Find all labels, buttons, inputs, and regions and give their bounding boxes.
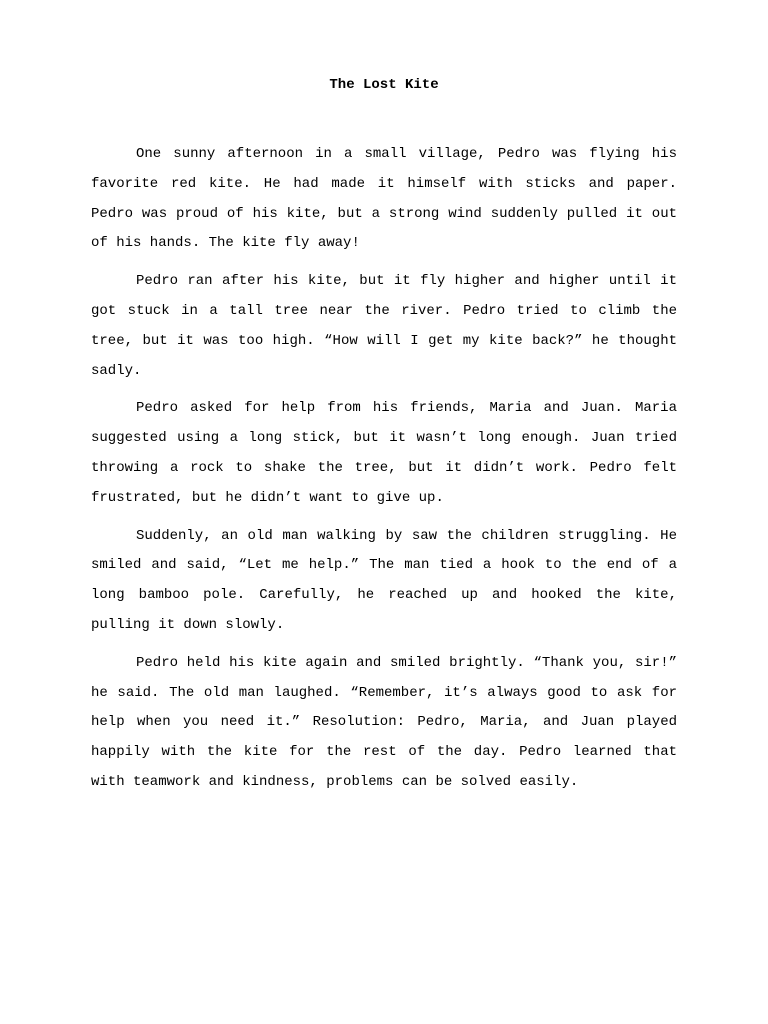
paragraph: One sunny afternoon in a small village, Pedro was flying his favorite red kite. He had made it himself with sticks and paper. Pedro was proud of his kite, but a strong wind suddenly pulled it out of his hands. The kite fly away!: [91, 146, 677, 252]
paragraph: Pedro held his kite again and smiled brightly. “Thank you, sir!” he said. The old man laughed. “Remember, it’s always good to ask for help when you need it.” Resolution: Pedro, Maria, and Juan played happily with the kite for the rest of the day. Pedro learned that with teamwork and kindness, problems can be solved easily.: [91, 654, 677, 790]
paragraph: Pedro asked for help from his friends, Maria and Juan. Maria suggested using a long stick, but it wasn’t long enough. Juan tried throwing a rock to shake the tree, but it didn’t work. Pedro felt frustrated, but he didn’t want to give up.: [91, 400, 677, 506]
document-page: [91, 0, 677, 1024]
document-body: [91, 140, 677, 806]
document-title: The Lost Kite: [329, 77, 439, 93]
paragraph: Pedro ran after his kite, but it fly higher and higher until it got stuck in a tall tree near the river. Pedro tried to climb the tree, but it was too high. “How will I get my kite back?” he thought sadly.: [91, 273, 677, 379]
paragraph: Suddenly, an old man walking by saw the children struggling. He smiled and said, “Let me help.” The man tied a hook to the end of a long bamboo pole. Carefully, he reached up and hooked the kite, pulling it down slowly.: [91, 527, 677, 633]
